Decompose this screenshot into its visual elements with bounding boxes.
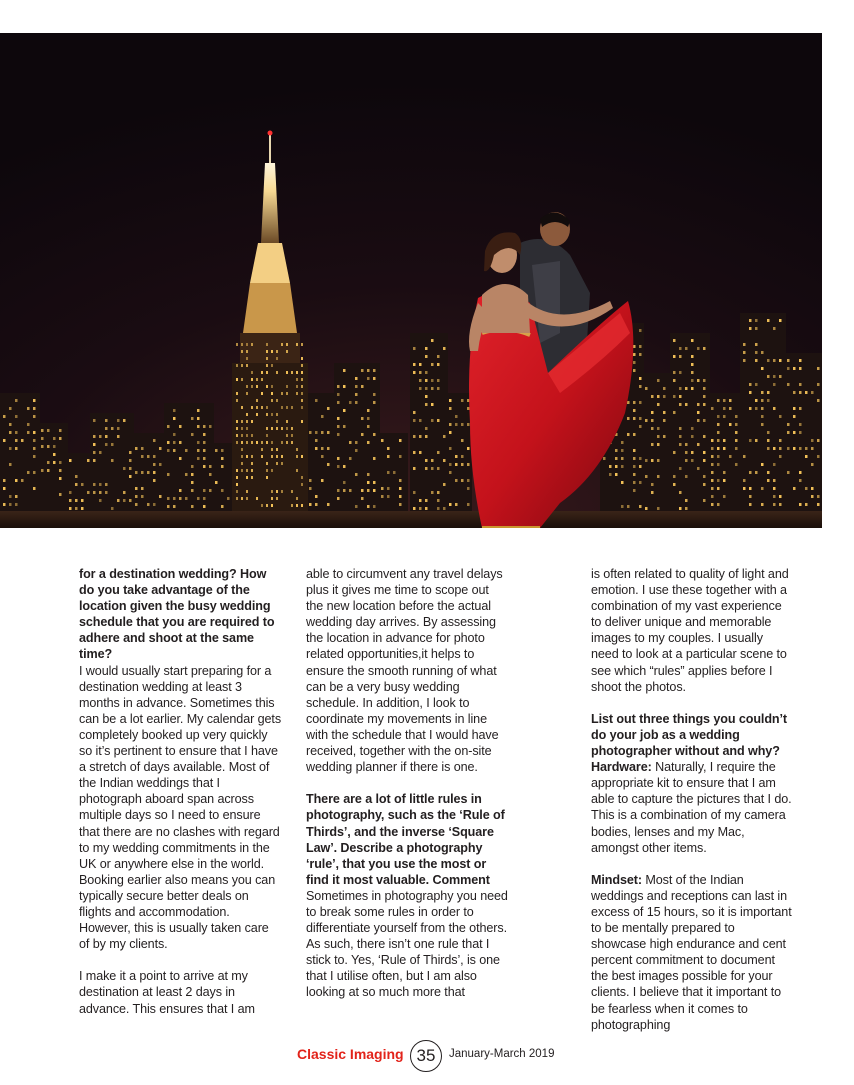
hardware-text: Naturally, I require the appropriate kit to ensure that I am able to capture the pictures that I do. This is a combination of my camera bodies, lenses and my Mac, amongst other items.: [591, 760, 792, 855]
hardware-label: Hardware:: [591, 760, 652, 775]
article-column-3: [591, 566, 793, 1033]
couple-skyline-image: [0, 33, 822, 528]
page-number: 35: [410, 1040, 442, 1072]
paragraph: Sometimes in photography you need to break some rules in order to differentiate yourself from the others. As such, there isn’t one rule that I stick to. Yes, ‘Rule of Thirds’, is one that I utilise often, but I am also looking at so much more that: [306, 888, 508, 1000]
mindset-text: Most of the Indian weddings and receptions can last in excess of 15 hours, so it is important to be mentally prepared to showcase high endurance and cent percent commitment to document the best images possible for your clients. I believe that it important to be fearless when it comes to photographing: [591, 872, 792, 1032]
mindset-label: Mindset:: [591, 872, 642, 887]
paragraph: is often related to quality of light and emotion. I use these together with a combination of my vast experience to deliver unique and memorable images to my couples. I usually need to look at a particular scene to see which “rules” applies before I shoot the photos.: [591, 567, 789, 694]
article-column-1: [79, 566, 281, 1017]
question-three-things: List out three things you couldn’t do your job as a wedding photographer without and why?: [591, 711, 787, 759]
rooftop: [0, 511, 822, 528]
question-rules: There are a lot of little rules in photography, such as the ‘Rule of Thirds’, and the inverse ‘Square Law’. Describe a photography ‘rule’, that you use the most or find it most valuable. Comment: [306, 792, 505, 887]
page-footer: [0, 1040, 854, 1072]
paragraph: I would usually start preparing for a destination wedding at least 3 months in advance. Sometimes this can be a lot earlier. My calendar gets completely booked up very quickly so it’s pertinent to ensure that I have a stretch of days available. Most of the Indian weddings that I photograph aboard span across multiple days so I need to ensure that there are no clashes with regard to my wedding commitments in the UK or anywhere else in the world. Booking earlier also means you can typically secure better deals on flights and accommodation. However, this is usually taken care of by my clients.: [79, 663, 282, 952]
hero-photo: [0, 33, 822, 528]
issue-date: January-March 2019: [449, 1048, 555, 1060]
tower-beacon: [268, 131, 273, 136]
article-column-2: [306, 566, 508, 1001]
magazine-name: Classic Imaging: [297, 1046, 404, 1062]
paragraph: I make it a point to arrive at my destination at least 2 days in advance. This ensures that I am: [79, 969, 255, 1016]
question-continued: for a destination wedding? How do you take advantage of the location given the busy wedding schedule that you are required to adhere and shoot at the same time?: [79, 567, 275, 662]
paragraph: able to circumvent any travel delays plus it gives me time to scope out the new location before the actual wedding day arrives. By assessing the location in advance for photo related opportunities,it helps to ensure the smooth running of what can be a very busy wedding schedule. In addition, I look to coordinate my movements in line with the schedule that I would have received, together with the on-site wedding planner if there is one.: [306, 567, 503, 775]
